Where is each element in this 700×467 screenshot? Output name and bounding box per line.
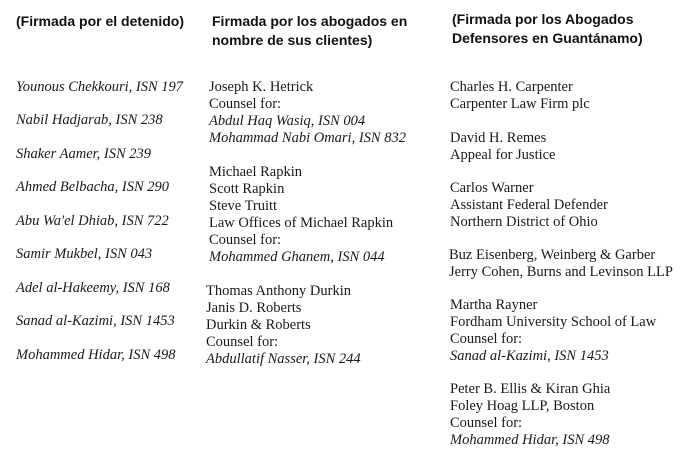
counsel-for-label: Counsel for:: [450, 331, 523, 347]
defender-block-eisenberg: [449, 247, 673, 281]
client-name: Abdul Haq Wasiq, ISN 004: [209, 113, 366, 129]
lawyer-name: Steve Truitt: [209, 198, 278, 214]
detainee-item: Younous Chekkouri, ISN 197: [16, 79, 184, 95]
lawyer-block-hetrick: [209, 79, 406, 147]
defender-name: Charles H. Carpenter: [450, 79, 573, 95]
defender-block-remes: [450, 130, 556, 164]
counsel-for-label: Counsel for:: [206, 334, 279, 350]
defender-name: Peter B. Ellis & Kiran Ghia: [450, 381, 611, 397]
client-name: Abdullatif Nasser, ISN 244: [206, 351, 361, 367]
lawyer-name: Thomas Anthony Durkin: [206, 283, 351, 299]
lawyer-block-rapkin: [209, 164, 393, 266]
defender-block-carpenter: [450, 79, 590, 113]
header-lawyers-line1: Firmada por los abogados en: [212, 13, 408, 29]
defender-name: David H. Remes: [450, 130, 547, 146]
header-defenders-line2: Defensores en Guantánamo): [452, 30, 643, 46]
header-detainee: [16, 12, 184, 31]
counsel-for-label: Counsel for:: [209, 232, 282, 248]
defender-name: Jerry Cohen, Burns and Levinson LLP: [449, 264, 673, 280]
detainee-item: Mohammed Hidar, ISN 498: [16, 347, 176, 363]
lawyer-block-durkin: [206, 283, 361, 368]
defender-org: Foley Hoag LLP, Boston: [450, 398, 595, 414]
detainee-item: Abu Wa'el Dhiab, ISN 722: [16, 213, 169, 229]
defender-org: Appeal for Justice: [450, 147, 556, 163]
detainee-item: Sanad al-Kazimi, ISN 1453: [16, 313, 175, 329]
defender-org: Assistant Federal Defender: [450, 197, 608, 213]
detainee-item: Adel al-Hakeemy, ISN 168: [16, 280, 170, 296]
header-lawyers: [212, 12, 407, 50]
defender-block-ellis: [450, 381, 610, 449]
detainee-item: Samir Mukbel, ISN 043: [16, 246, 153, 262]
defender-block-warner: [450, 180, 608, 231]
counsel-for-label: Counsel for:: [450, 415, 523, 431]
counsel-for-label: Counsel for:: [209, 96, 282, 112]
detainee-item: Nabil Hadjarab, ISN 238: [16, 112, 163, 128]
header-lawyers-line2: nombre de sus clientes): [212, 32, 373, 48]
law-firm: Law Offices of Michael Rapkin: [209, 215, 394, 231]
lawyer-name: Scott Rapkin: [209, 181, 285, 197]
header-defenders-line1: (Firmada por los Abogados: [452, 11, 634, 27]
lawyer-name: Michael Rapkin: [209, 164, 303, 180]
client-name: Mohammed Ghanem, ISN 044: [209, 249, 385, 265]
defender-org: Carpenter Law Firm plc: [450, 96, 590, 112]
header-detainee-text: (Firmada por el detenido): [16, 13, 185, 29]
defender-block-rayner: [450, 297, 656, 365]
defender-name: Carlos Warner: [450, 180, 534, 196]
client-name: Mohammad Nabi Omari, ISN 832: [209, 130, 406, 146]
law-firm: Durkin & Roberts: [206, 317, 311, 333]
header-defenders: [452, 10, 643, 48]
defender-org: Northern District of Ohio: [450, 214, 598, 230]
lawyer-name: Joseph K. Hetrick: [209, 79, 314, 95]
detainee-item: Ahmed Belbacha, ISN 290: [16, 179, 170, 195]
defender-name: Buz Eisenberg, Weinberg & Garber: [449, 247, 656, 263]
client-name: Mohammed Hidar, ISN 498: [450, 432, 610, 448]
detainee-item: Shaker Aamer, ISN 239: [16, 146, 152, 162]
client-name: Sanad al-Kazimi, ISN 1453: [450, 348, 609, 364]
defender-name: Martha Rayner: [450, 297, 538, 313]
defender-org: Fordham University School of Law: [450, 314, 657, 330]
lawyer-name: Janis D. Roberts: [206, 300, 302, 316]
